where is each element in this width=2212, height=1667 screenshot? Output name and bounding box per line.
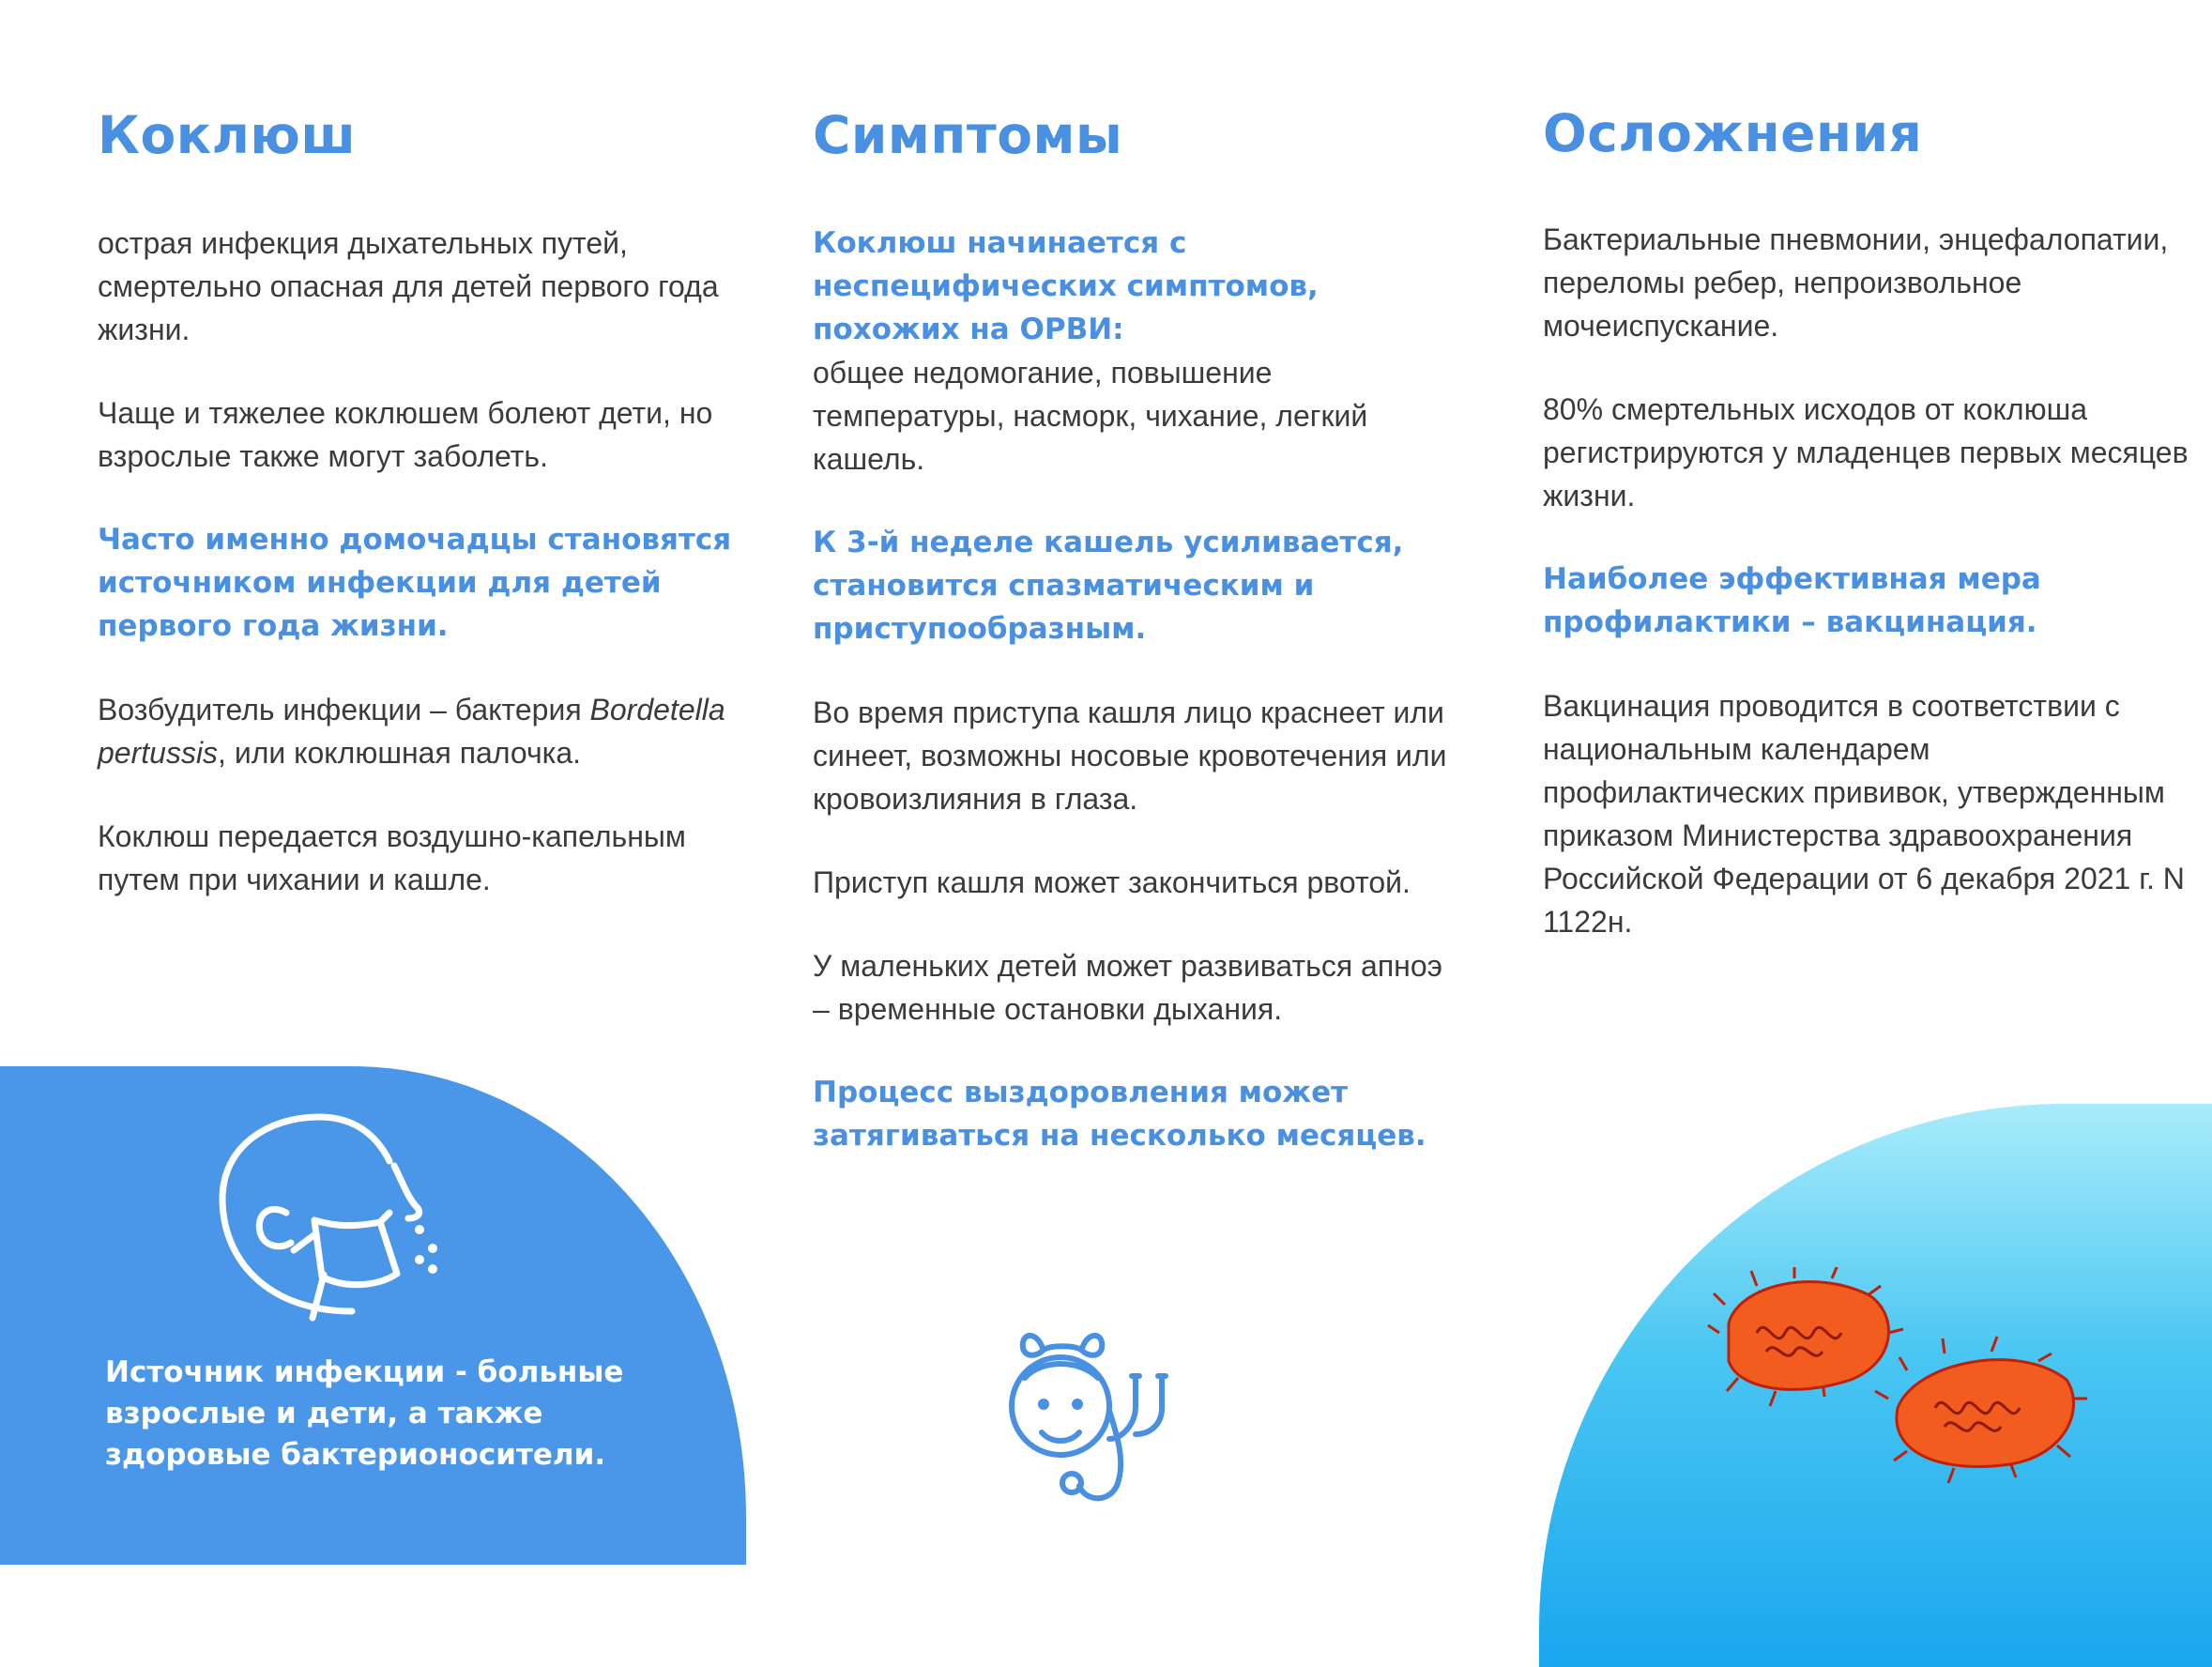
paragraph-attack-face: Во время приступа кашля лицо краснеет или синеет, возможны носовые кровотечения или кровоизлияния в глаза. [813, 696, 1447, 816]
paragraph-transmission: Коклюш передается воздушно-капельным путем при чихании и кашле. [98, 819, 686, 896]
infection-source-text: Источник инфекции - больные взрослые и дети, а также здоровые бактерионосители. [105, 1355, 624, 1472]
paragraph-household-source: Часто именно домочадцы становятся источником инфекции для детей первого года жизни. [98, 523, 732, 643]
complications-body [1543, 218, 2200, 984]
heading-pertussis: Коклюш [98, 105, 357, 165]
paragraph-vaccination-schedule: Вакцинация проводится в соответствии с национальным календарем профилактических прививок, утвержденным приказом Министерства здравоохранения Российской Федерации от 6 декабря 2021 г. N 1122н. [1543, 689, 2185, 939]
person-with-mask-icon [211, 1109, 455, 1335]
paragraph-definition: острая инфекция дыхательных путей, смертельно опасная для детей первого года жизни. [98, 226, 719, 346]
paragraph-pathogen [98, 688, 736, 774]
child-with-stethoscope-icon [995, 1322, 1182, 1509]
paragraph-recovery: Процесс выздоровления может затягиваться на несколько месяцев. [813, 1076, 1426, 1153]
pertussis-body [98, 222, 736, 941]
pathogen-latin-name: Bordetella pertussis [98, 693, 725, 770]
paragraph-vaccination-best: Наиболее эффективная мера профилактики – вакцинация. [1543, 562, 2041, 639]
paragraph-apnea: У маленьких детей может развиваться апноэ – временные остановки дыхания. [813, 949, 1442, 1026]
pathogen-text-after: , или коклюшная палочка. [218, 736, 581, 770]
heading-symptoms: Симптомы [813, 105, 1123, 165]
paragraph-mortality: 80% смертельных исходов от коклюша регистрируются у младенцев первых месяцев жизни. [1543, 392, 2189, 512]
bacteria-icon [1701, 1267, 2095, 1502]
paragraph-vomiting: Приступ кашля может закончиться рвотой. [813, 865, 1411, 899]
onset-accent: Коклюш начинается с неспецифических симптомов, похожих на ОРВИ: [813, 226, 1319, 346]
paragraph-onset [813, 222, 1451, 481]
paragraph-week-three: К 3-й неделе кашель усиливается, становится спазматическим и приступообразным. [813, 526, 1404, 646]
pathogen-text-before: Возбудитель инфекции – бактерия [98, 693, 590, 726]
symptoms-body [813, 222, 1451, 1198]
paragraph-complications-list: Бактериальные пневмонии, энцефалопатии, переломы ребер, непроизвольное мочеиспускание. [1543, 222, 2169, 343]
onset-text: общее недомогание, повышение температуры, насморк, чихание, легкий кашель. [813, 356, 1368, 476]
heading-complications: Осложнения [1543, 103, 1923, 163]
paragraph-who-gets-sick: Чаще и тяжелее коклюшем болеют дети, но взрослые также могут заболеть. [98, 396, 713, 473]
